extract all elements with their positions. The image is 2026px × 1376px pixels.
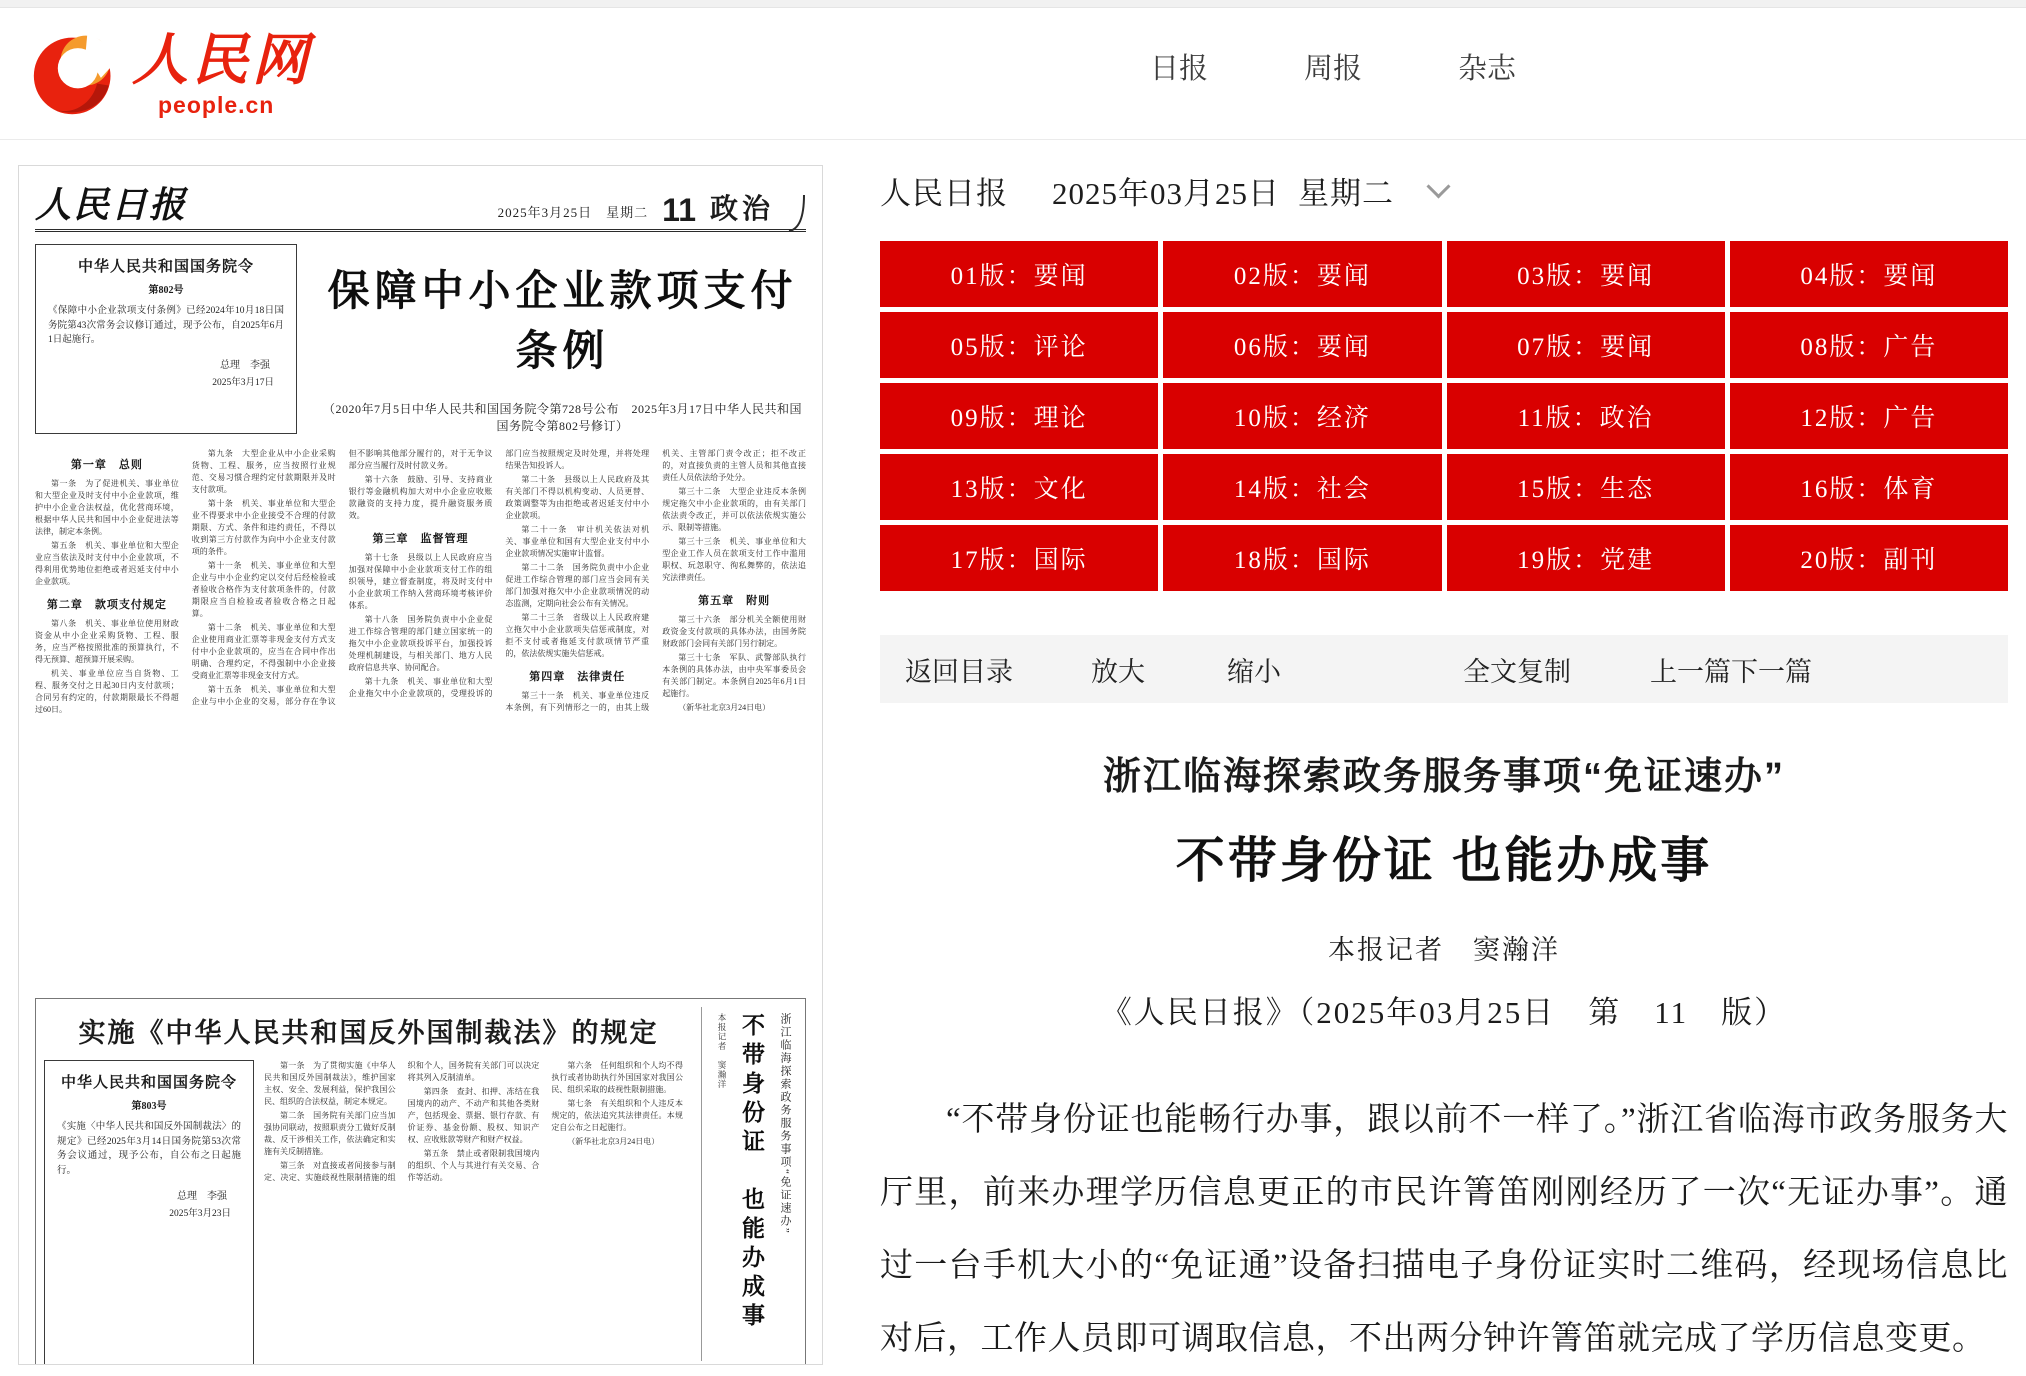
toolbar-button[interactable]: 返回目录 <box>905 656 1013 687</box>
article2-body-columns <box>254 1060 693 1365</box>
decree-date: 2025年3月17日 <box>212 378 274 389</box>
article1-header-row <box>35 244 806 434</box>
page-index-cell[interactable]: 12版：广告 <box>1730 383 2008 449</box>
page-index-cell[interactable]: 04版：要闻 <box>1730 241 2008 307</box>
reader-panel <box>880 168 2008 1376</box>
article1-paragraph: 第二十条 县级以上人民政府及其有关部门不得以机构变动、人员更替、政策调整等为由拒绝或者迟延支付中小企业款项。 <box>505 475 650 520</box>
toolbar-button[interactable]: 下一篇 <box>1731 656 1812 687</box>
article1-paragraph: 第十二条 机关、事业单位和大型企业使用商业汇票等非现金支付方式支付中小企业款项的，应当在合同中作出明确、合理约定，不得强制中小企业接受商业汇票等非现金支付方式。 <box>191 623 336 680</box>
chapter-heading: 第四章 法律责任 <box>529 671 626 683</box>
reader-toolbar <box>880 635 2008 703</box>
article-paragraph: “不带身份证也能畅行办事，跟以前不一样了。”浙江省临海市政务服务大厅里，前来办理学历信息更正的市民许箐笛刚刚经历了一次“无证办事”。通过一台手机大小的“免证通”设备扫描电子身份证实时二维码，经现场信息比对后，工作人员即可调取信息，不出两分钟许箐笛就完成了学历信息变更。 <box>880 1102 2008 1357</box>
article1-paragraph: 第十五条 机关、事业单位和大型企业与中小企业的交易，部分存在争议但不影响其他部分履行的，对于无争议部分应当履行及时付款义务。 <box>191 449 493 706</box>
article-byline: 本报记者 窦瀚洋 <box>1328 935 1560 965</box>
top-nav-item[interactable]: 日报 <box>1150 53 1209 85</box>
decree-title: 中华人民共和国国务院令 <box>77 259 254 275</box>
page-index-cell[interactable]: 17版：国际 <box>880 525 1158 591</box>
article1-paragraph: 第十九条 机关、事业单位和大型企业拖欠中小企业款项的，受理投诉的部门应当按照规定及时处理，并将处理结果告知投诉人。 <box>348 449 650 698</box>
article2-paragraph: 第二条 国务院有关部门应当加强协同联动，按照职责分工做好反制裁、反干涉相关工作，依法确定和实施有关反制措施。 <box>264 1111 396 1156</box>
article1-paragraph: 机关、事业单位应当自货物、工程、服务交付之日起30日内支付款项；合同另有约定的，付款期限最长不得超过60日。 <box>35 669 179 714</box>
article2-paragraph: 第一条 为了贯彻实施《中华人民共和国反外国制裁法》，维护国家主权、安全、发展利益，保护我国公民、组织的合法权益，制定本规定。 <box>264 1061 396 1106</box>
article2-paragraph: （新华社北京3月24日电） <box>567 1137 660 1146</box>
article1-paragraph: 第十七条 县级以上人民政府应当加强对保障中小企业款项支付工作的组织领导，建立督查制度，将及时支付中小企业款项工作纳入营商环境考核评价体系。 <box>348 553 493 610</box>
newspaper-section-name: 政治 <box>709 194 774 225</box>
decree-box-803 <box>44 1060 254 1365</box>
article-title: 不带身份证 也能办成事 <box>1175 834 1713 888</box>
article2-block <box>35 998 806 1365</box>
article1-paragraph: 第二十二条 国务院负责中小企业促进工作综合管理的部门应当会同有关部门加强对拖欠中小企业款项情况的动态监测，定期向社会公布有关情况。 <box>505 563 650 608</box>
article1-paragraph: 第九条 大型企业从中小企业采购货物、工程、服务，应当按照行业规范、交易习惯合理约定付款期限并及时支付款项。 <box>191 449 336 494</box>
top-nav-item[interactable]: 周报 <box>1304 53 1363 85</box>
site-logo-title: 人民网 <box>132 30 312 92</box>
chapter-heading: 第三章 监督管理 <box>372 533 469 545</box>
article2-paragraph: 第五条 禁止或者限制我国境内的组织、个人与其进行有关交易、合作等活动。 <box>407 1149 540 1182</box>
vertical-title: 不带身份证 也能办成事 <box>739 1013 765 1332</box>
decree-title: 中华人民共和国国务院令 <box>60 1075 237 1091</box>
article2-paragraph: 第七条 有关组织和个人违反本规定的，依法追究其法律责任。本规定自公布之日起施行。 <box>551 1099 683 1132</box>
top-nav-item[interactable]: 杂志 <box>1458 53 1517 85</box>
page-index-cell[interactable]: 13版：文化 <box>880 454 1158 520</box>
page-index-cell[interactable]: 10版：经济 <box>1163 383 1441 449</box>
newspaper-date-line: 2025年3月25日 星期二 <box>497 205 649 220</box>
issue-paper-name: 人民日报 <box>880 176 1008 211</box>
masthead-corner-rule <box>788 193 806 233</box>
article2-paragraph: 第四条 查封、扣押、冻结在我国境内的动产、不动产和其他各类财产，包括现金、票据、银行存款、有价证券、基金份额、股权、知识产权、应收账款等财产和财产权益。 <box>407 1087 540 1144</box>
article1-paragraph: 第三十三条 机关、事业单位和大型企业工作人员在款项支付工作中滥用职权、玩忽职守、徇私舞弊的，依法追究法律责任。 <box>662 537 806 582</box>
vertical-byline: 本报记者 窦瀚洋 <box>717 1013 727 1089</box>
decree-body: 《实施〈中华人民共和国反外国制裁法〉的规定》已经2025年3月14日国务院第53次常务会议通过，现予公布，自公布之日起施行。 <box>57 1122 241 1177</box>
article-source: 《人民日报》（2025年03月25日 第 11 版） <box>1100 995 1788 1030</box>
page-index-cell[interactable]: 07版：要闻 <box>1447 312 1725 378</box>
article1-subtitle: （2020年7月5日中华人民共和国国务院令第728号公布 2025年3月17日中华人民共和国国务院令第802号修订） <box>322 402 802 433</box>
decree-date: 2025年3月23日 <box>169 1208 231 1219</box>
page-index-cell[interactable]: 05版：评论 <box>880 312 1158 378</box>
newspaper-masthead-row <box>35 180 806 232</box>
site-header <box>0 8 2026 140</box>
toolbar-button[interactable]: 放大 <box>1091 656 1145 687</box>
page-index-cell[interactable]: 16版：体育 <box>1730 454 2008 520</box>
article1-paragraph: 第十一条 机关、事业单位和大型企业与中小企业约定以交付后经检验或者验收合格作为支付款项条件的，付款期限应当自检验或者验收合格之日起算。 <box>191 561 336 618</box>
page-index-cell[interactable]: 19版：党建 <box>1447 525 1725 591</box>
issue-weekday: 星期二 <box>1298 176 1394 211</box>
article1-headline: 保障中小企业款项支付条例 <box>327 267 798 374</box>
article1-paragraph: 第十条 机关、事业单位和大型企业不得要求中小企业接受不合理的付款期限、方式、条件和违约责任，不得以收到第三方付款作为向中小企业支付款项的条件。 <box>191 499 336 556</box>
article2-paragraph: 第六条 任何组织和个人均不得执行或者协助执行外国国家对我国公民、组织采取的歧视性限制措施。 <box>551 1061 683 1094</box>
article-kicker: 浙江临海探索政务服务事项“免证速办” <box>1102 756 1785 798</box>
article1-body-columns <box>35 448 806 988</box>
article1-paragraph: 第一条 为了促进机关、事业单位和大型企业及时支付中小企业款项，维护中小企业合法权益，优化营商环境，根据中华人民共和国中小企业促进法等法律，制定本条例。 <box>35 479 179 536</box>
vertical-kicker: 浙江临海探索政务服务事项“免证速办” <box>779 1013 791 1235</box>
page-index-cell[interactable]: 01版：要闻 <box>880 241 1158 307</box>
article3-vertical-titles <box>701 1007 797 1361</box>
top-strip <box>0 0 2026 8</box>
people-cn-flame-icon <box>30 26 122 122</box>
article2-headline: 实施《中华人民共和国反外国制裁法》的规定 <box>78 1018 659 1048</box>
article1-paragraph: 第三十一条 机关、事业单位违反本条例，有下列情形之一的，由其上级机关、主管部门责令改正；拒不改正的，对直接负责的主管人员和其他直接责任人员依法给予处分。 <box>505 449 806 712</box>
newspaper-page-preview[interactable] <box>18 165 823 1365</box>
toolbar-button[interactable]: 上一篇 <box>1650 656 1731 687</box>
page-index-cell[interactable]: 08版：广告 <box>1730 312 2008 378</box>
page-index-cell[interactable]: 18版：国际 <box>1163 525 1441 591</box>
article1-paragraph: 第二十一条 审计机关依法对机关、事业单位和国有大型企业支付中小企业款项情况实施审计监督。 <box>505 525 650 558</box>
article1-paragraph: 第八条 机关、事业单位使用财政资金从中小企业采购货物、工程、服务，应当严格按照批准的预算执行，不得无预算、超预算开展采购。 <box>35 619 179 664</box>
issue-date: 2025年03月25日 <box>1052 176 1280 211</box>
site-logo-domain: people.cn <box>158 92 275 118</box>
decree-body: 《保障中小企业款项支付条例》已经2024年10月18日国务院第43次常务会议修订通过，现予公布，自2025年6月1日起施行。 <box>48 306 284 346</box>
newspaper-masthead: 人民日报 <box>35 185 188 225</box>
page-index-cell[interactable]: 15版：生态 <box>1447 454 1725 520</box>
article1-paragraph: 第三十六条 部分机关全额使用财政资金支付款项的具体办法，由国务院财政部门会同有关部门另行制定。 <box>662 615 806 648</box>
page-index-cell[interactable]: 06版：要闻 <box>1163 312 1441 378</box>
toolbar-button[interactable]: 缩小 <box>1227 656 1281 687</box>
article1-paragraph: 第三十二条 大型企业违反本条例规定拖欠中小企业款项的，由有关部门依法责令改正，并可以依法依规实施公示、限制等措施。 <box>662 487 806 532</box>
article1-paragraph: （新华社北京3月24日电） <box>678 703 771 712</box>
article-body <box>880 1084 2008 1376</box>
article2-paragraph: 第三条 对直接或者间接参与制定、决定、实施歧视性限制措施的组织和个人，国务院有关部门可以决定将其列入反制清单。 <box>264 1061 540 1182</box>
site-logo[interactable] <box>30 26 312 122</box>
page-index-cell[interactable]: 02版：要闻 <box>1163 241 1441 307</box>
page-index-cell[interactable]: 14版：社会 <box>1163 454 1441 520</box>
decree-signer: 总理 李强 <box>220 360 270 372</box>
decree-number: 第802号 <box>148 285 184 296</box>
chapter-heading: 第二章 款项支付规定 <box>46 599 167 611</box>
top-navigation <box>1150 46 1516 87</box>
page-index-grid <box>880 241 2008 591</box>
newspaper-page-number: 11 <box>662 192 696 228</box>
decree-box-802 <box>35 244 297 434</box>
chevron-down-icon[interactable] <box>1426 174 1450 198</box>
chapter-heading: 第五章 附则 <box>698 595 771 607</box>
decree-number: 第803号 <box>131 1101 167 1112</box>
article1-paragraph: 第五条 机关、事业单位和大型企业应当依法及时支付中小企业款项，不得利用优势地位拒绝或者迟延支付中小企业款项。 <box>35 541 179 586</box>
chapter-heading: 第一章 总则 <box>70 459 143 471</box>
issue-header <box>880 168 2008 213</box>
toolbar-button[interactable]: 全文复制 <box>1463 656 1571 687</box>
page-index-cell[interactable]: 11版：政治 <box>1447 383 1725 449</box>
decree-signer: 总理 李强 <box>177 1190 227 1202</box>
article1-paragraph: 第十八条 国务院负责中小企业促进工作综合管理的部门建立国家统一的拖欠中小企业款项投诉平台，加强投诉处理机制建设，与相关部门、地方人民政府信息共享、协同配合。 <box>348 615 493 672</box>
article1-paragraph: 第二十三条 省级以上人民政府建立拖欠中小企业款项失信惩戒制度，对拒不支付或者拖延支付款项情节严重的，依法依规实施失信惩戒。 <box>505 613 650 658</box>
page-index-cell[interactable]: 09版：理论 <box>880 383 1158 449</box>
article1-paragraph: 第三十七条 军队、武警部队执行本条例的具体办法，由中央军事委员会有关部门制定。本条例自2025年6月1日起施行。 <box>662 653 806 698</box>
page-index-cell[interactable]: 20版：副刊 <box>1730 525 2008 591</box>
article1-paragraph: 第十六条 鼓励、引导、支持商业银行等金融机构加大对中小企业应收账款融资的支持力度，提升融资服务质效。 <box>348 475 493 520</box>
page-index-cell[interactable]: 03版：要闻 <box>1447 241 1725 307</box>
